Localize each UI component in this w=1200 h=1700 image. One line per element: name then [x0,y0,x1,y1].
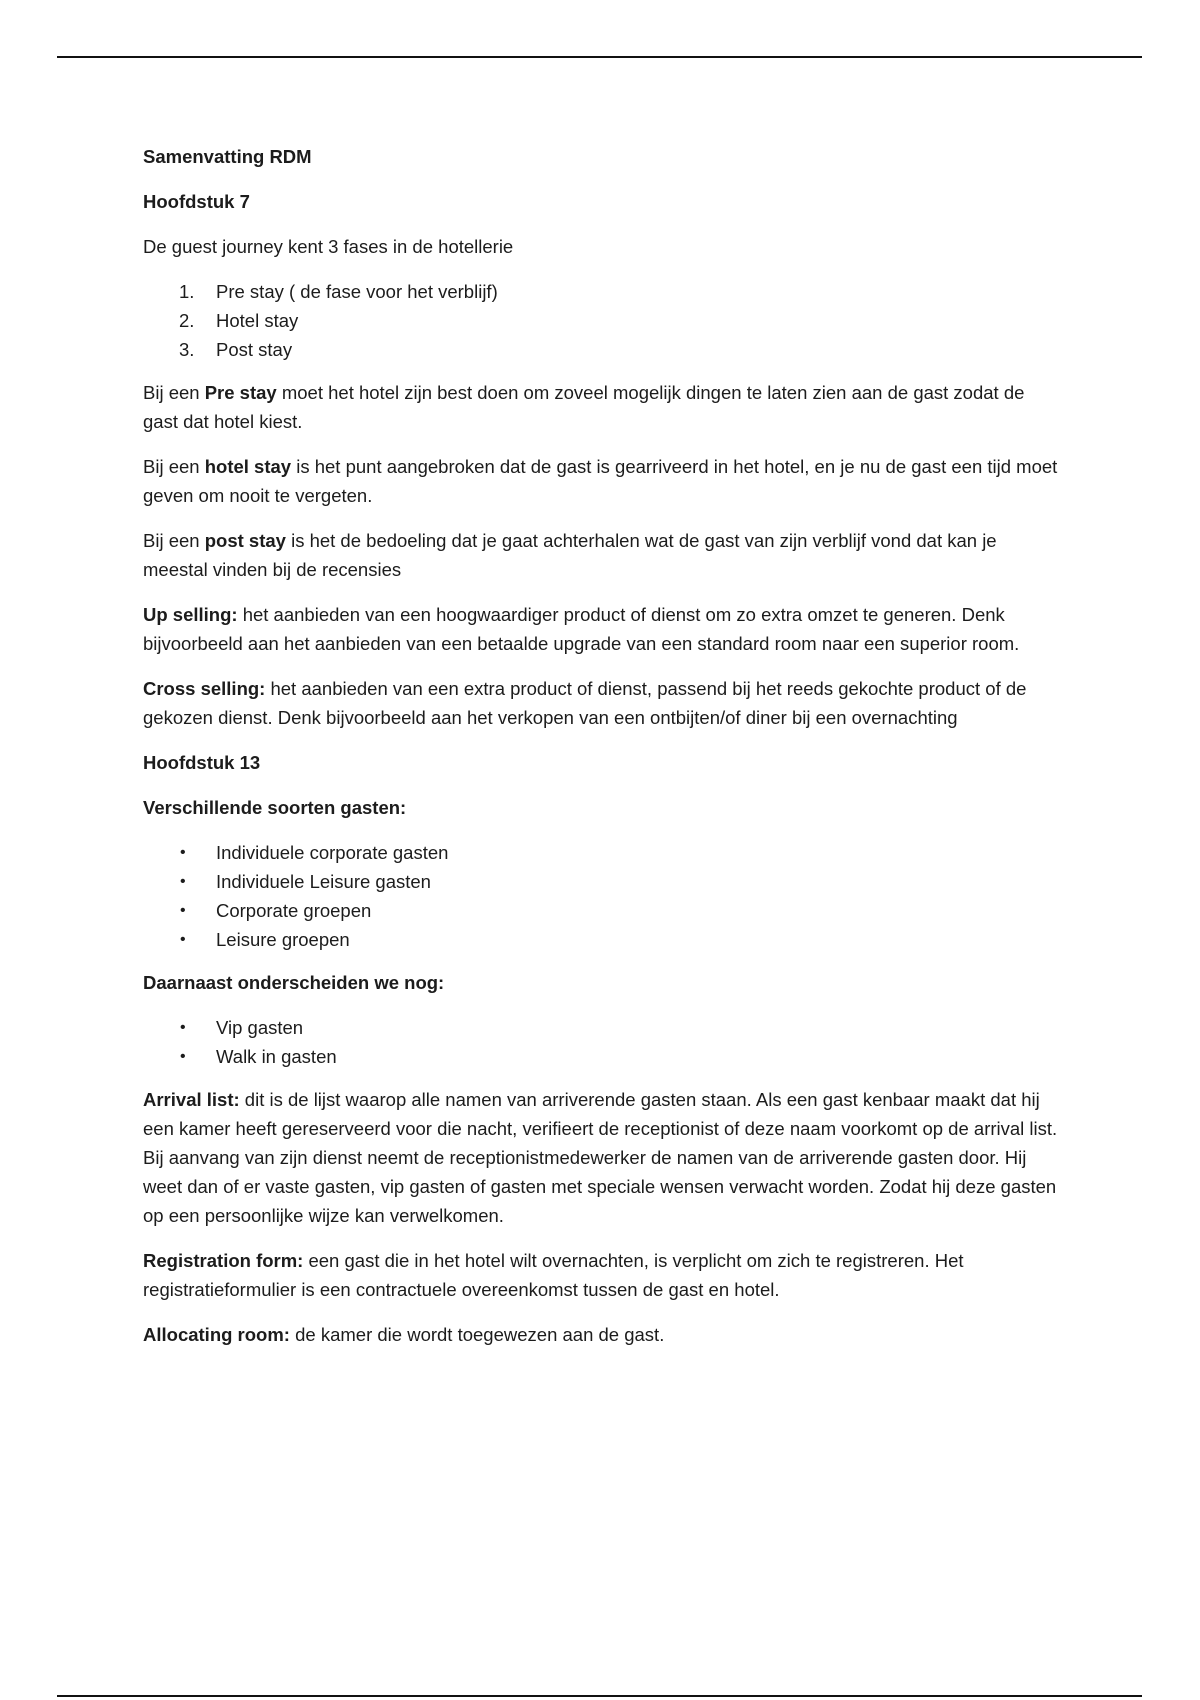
list-number: 3. [179,339,195,360]
pre-stay-paragraph [143,378,1063,436]
post-stay-text: is het de bedoeling dat je gaat achterhalen wat de gast van zijn verblijf vond dat kan je meestal vinden bij de recensies [143,530,997,580]
list-item [143,306,1063,335]
list-item-text: Pre stay ( de fase voor het verblijf) [216,281,498,302]
bullet-icon: • [180,873,186,890]
list-number: 2. [179,310,195,331]
hotel-stay-term: hotel stay [204,456,292,477]
header-rule [57,56,1142,58]
bullet-icon: • [180,1019,186,1036]
list-item [143,1013,1063,1042]
list-item-text: Hotel stay [216,310,299,331]
up-selling-paragraph [143,600,1063,658]
bullet-icon: • [180,902,186,919]
post-stay-term: post stay [204,530,286,551]
arrival-list-text: dit is de lijst waarop alle namen van arriverende gasten staan. Als een gast kenbaar maakt dat hij een kamer heeft gereserveerd voor die nacht, verifieert de receptionist of deze naam voorkomt op de arrival list. Bij aanvang van zijn dienst neemt de receptionistmedewerker de namen van de arriverende gasten door. Hij weet dan of er vaste gasten, vip gasten of gasten met speciale wensen verwacht worden. Zodat hij deze gasten op een persoonlijke wijze kan verwelkomen. [143,1089,1058,1226]
guest-types-list [143,838,1063,954]
list-item [143,1042,1063,1071]
list-item [143,277,1063,306]
registration-form-paragraph [143,1246,1063,1304]
hotel-stay-paragraph [143,452,1063,510]
list-item-text: Individuele Leisure gasten [216,871,431,892]
list-item [143,335,1063,364]
allocating-room-paragraph [143,1320,1063,1349]
bullet-icon: • [180,844,186,861]
arrival-list-paragraph [143,1085,1063,1230]
hotel-stay-lead: Bij een [143,456,205,477]
registration-form-text: een gast die in het hotel wilt overnachten, is verplicht om zich te registreren. Het registratieformulier is een contractuele overeenkomst tussen de gast en hotel. [143,1250,964,1300]
allocating-room-text: de kamer die wordt toegewezen aan de gast. [289,1324,665,1345]
cross-selling-paragraph [143,674,1063,732]
list-item [143,925,1063,954]
list-item-text: Individuele corporate gasten [216,842,449,863]
up-selling-text: het aanbieden van een hoogwaardiger product of dienst om zo extra omzet te generen. Denk bijvoorbeeld aan het aanbieden van een betaalde upgrade van een standard room naar een superior room. [143,604,1020,654]
guest-types-heading: Verschillende soorten gasten: [143,797,407,818]
list-item-text: Leisure groepen [216,929,350,950]
chapter-7-heading: Hoofdstuk 7 [143,191,250,212]
list-item-text: Walk in gasten [216,1046,337,1067]
list-number: 1. [179,281,195,302]
registration-form-term: Registration form: [143,1250,304,1271]
bullet-icon: • [180,931,186,948]
post-stay-lead: Bij een [143,530,205,551]
list-item [143,838,1063,867]
bullet-icon: • [180,1048,186,1065]
arrival-list-term: Arrival list: [143,1089,240,1110]
guest-journey-phases [143,277,1063,364]
list-item-text: Corporate groepen [216,900,372,921]
list-item [143,896,1063,925]
also-distinguish-heading: Daarnaast onderscheiden we nog: [143,972,445,993]
cross-selling-text: het aanbieden van een extra product of dienst, passend bij het reeds gekochte product of de gekozen dienst. Denk bijvoorbeeld aan het verkopen van een ontbijten/of diner bij een overnachting [143,678,1027,728]
document-page [143,142,1063,1365]
pre-stay-text: moet het hotel zijn best doen om zoveel mogelijk dingen te laten zien aan de gast zodat de gast dat hotel kiest. [143,382,1025,432]
cross-selling-term: Cross selling: [143,678,266,699]
list-item [143,867,1063,896]
document-title: Samenvatting RDM [143,146,312,167]
up-selling-term: Up selling: [143,604,238,625]
list-item-text: Vip gasten [216,1017,304,1038]
chapter-13-heading: Hoofdstuk 13 [143,752,261,773]
list-item-text: Post stay [216,339,293,360]
pre-stay-term: Pre stay [204,382,277,403]
allocating-room-term: Allocating room: [143,1324,290,1345]
post-stay-paragraph [143,526,1063,584]
hotel-stay-text: is het punt aangebroken dat de gast is gearriveerd in het hotel, en je nu de gast een tijd moet geven om nooit te vergeten. [143,456,1058,506]
special-guest-types-list [143,1013,1063,1071]
footer-rule [57,1695,1142,1697]
guest-journey-intro: De guest journey kent 3 fases in de hotellerie [143,236,514,257]
pre-stay-lead: Bij een [143,382,205,403]
